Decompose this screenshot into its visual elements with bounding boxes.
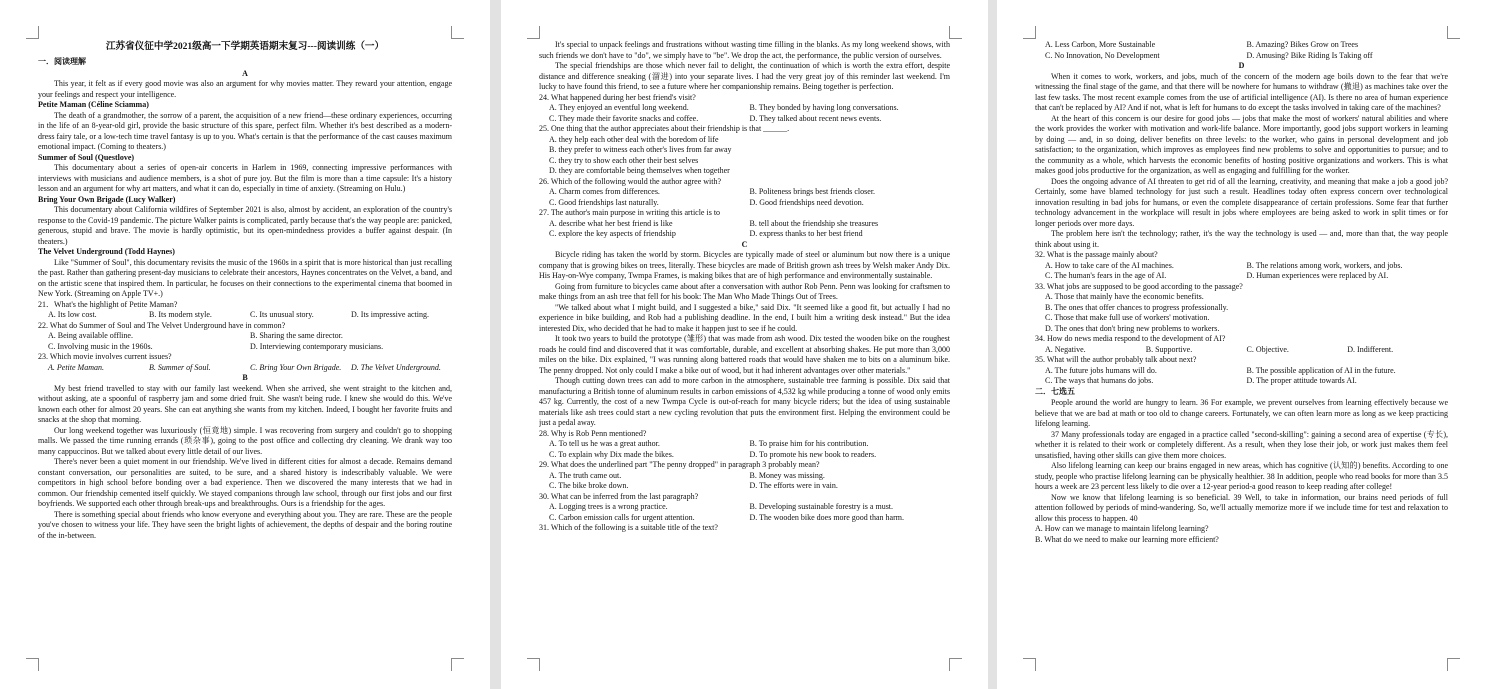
crop-mark [1447,26,1460,39]
option: A. To tell us he was a great author. [549,439,660,448]
option: B. The possible application of AI in the future. [1246,365,1396,375]
option: B. Its modern style. [149,310,212,319]
options [539,198,950,209]
option: B. Amazing? Bikes Grow on Trees [1246,40,1359,49]
option: B. tell about the friendship she treasures [749,218,879,228]
options [1035,40,1448,51]
passage-letter: C [741,239,748,249]
paragraph: 37 Many professionals today are engaged in a practice called "second-skilling": gaining a second area of expertise (专长), whether it is related to their work or completely different. As a result, when they lose their job, or work just makes them feel unsatisfied, having other skills can give them more choices. [1035,429,1448,460]
option: C. They made their favorite snacks and coffee. [549,113,699,123]
option: D. They talked about recent news events. [749,113,882,123]
paragraph: Does the ongoing advance of AI threaten to get rid of all the learning, creativity, and meaning that make a job a good job? Certainly, some have blamed technology for just such a result. Headlines today often express concern over technological innovation resulting in bad jobs for humans, or even the complete disappearance of certain professions. Some fear that further technology advancement in the workplace will result in jobs where employees are being asked to work in split times or for longer periods over more days. [1035,176,1448,228]
option: D. The proper attitude towards AI. [1246,376,1357,385]
question-33: 33. What jobs are supposed to be good according to the passage? [1035,281,1243,291]
option: A. Petite Maman. [48,362,104,372]
paragraph: This documentary about a series of open-air concerts in Harlem in 1969, connecting impressive performances with interviews with musicians and audience members, is a shot of pure joy. But the film is more than a time capsule: It's a history lesson and an argument for why art matters, and what it can do, especially in time of anxiety. (Streaming on Hulu.) [38,163,452,193]
paragraph: Now we know that lifelong learning is so beneficial. 39 Well, to take in information, our brains need periods of full attention followed by periods of mind-wandering. So, we'll actually memorize more if we include time for test and relaxation to allow this process to happen. 40 [1035,492,1448,523]
question-31: 31. Which of the following is a suitable title of the text? [539,523,718,532]
question-32: 32. What is the passage mainly about? [1035,250,1158,259]
movie-heading: Summer of Soul (Questlove) [38,152,135,162]
question-24: 24. What happened during her best friend's visit? [539,92,696,102]
option: B. Developing sustainable forestry is a must. [749,502,894,511]
option: A. Less Carbon, More Sustainable [1045,40,1156,49]
question-29: 29. What does the underlined part "The penny dropped" in paragraph 3 probably mean? [539,460,820,469]
movie-heading: Bring Your Own Brigade (Lucy Walker) [38,194,176,204]
options [539,103,950,114]
crop-mark [451,658,464,671]
option: D. The efforts were in vain. [749,481,838,490]
paragraph: Though cutting down trees can add to more carbon in the atmosphere, sustainable tree farming is possible. Dix said that manufacturing a British tonne of aluminum results in carbon emissions of 4,532 kg while producing a tonne of wood only emits 457 kg. Currently, the cost of a new Twmpa Cycle is out-of-reach for many bicycle riders; but the idea of using sustainable materials like ash trees could start a new cycling revolution that puts the environment first. Helping the environment could be just a pedal away. [539,376,950,427]
section-heading: 二．七选五 [1035,386,1075,396]
option: C. No Innovation, No Development [1045,50,1160,60]
option: C. Involving music in the 1960s. [48,341,153,351]
crop-mark [451,26,464,39]
paragraph: "We talked about what I might build, and I suggested a bike," said Dix. "It seemed like a good fit, but actually I had no experience in bike building, and Rob had a publishing deadline. In the end, I built him a writing desk instead." But the idea interested Dix, who decided that he had to make it happen just to see if he could. [539,302,950,333]
option: D. Amusing? Bike Riding Is Taking off [1246,50,1373,60]
option: D. Good friendships need devotion. [749,197,864,207]
option: D. The ones that don't bring new problems to workers. [1045,323,1220,333]
options [1035,366,1448,377]
question-27: 27. The author's main purpose in writing this article is to [539,208,721,217]
option: B. Supportive. [1145,344,1193,354]
option: A. they help each other deal with the boredom of life [549,134,719,144]
crop-mark [1447,658,1460,671]
passage-letter: A [242,68,248,78]
option: D. The wooden bike does more good than harm. [749,512,904,522]
option: D. To promote his new book to readers. [749,449,877,459]
question-26: 26. Which of the following would the author agree with? [539,176,722,186]
option: A. Logging trees is a wrong practice. [549,502,668,511]
question-35: 35. What will the author probably talk about next? [1035,355,1197,364]
paragraph: There's never been a quiet moment in our friendship. We've lived in different cities for almost a decade. Remains demand constant conversation, our personalities are suited, to be sure, and a shared history is indescribably valuable. We were competitors in high school before bonding over a bad experience. Then we discovered the many interests that we had in common. Our friendship cemented itself quickly. We stayed companions through law school, through our first jobs and our first boyfriends. We supported each other through break-ups and breakthroughs. Ours is a friendship for the ages. [38,457,452,508]
options [1035,51,1448,62]
crop-mark [26,658,39,671]
question-22: 22. What do Summer of Soul and The Velvet Underground have in common? [38,320,286,330]
option: B. they prefer to witness each other's lives from far away [549,145,732,154]
option: A. Those that mainly have the economic benefits. [1045,292,1204,301]
option: D. The Velvet Underground. [351,362,441,372]
paragraph: Also lifelong learning can keep our brains engaged in new areas, which has cognitive (认知的) benefits. According to one study, people who practise lifelong learning can be physically healthier. 38 In addition, people who read books for more than 3.5 hours a week are 23 percent less likely to die over a 12-year period-a good reason to keep reading after college! [1035,461,1448,491]
paragraph: The special friendships are those which never fail to delight, the continuation of which is worth the extra effort, despite distance and difference sneaking (溜进) into your separate lives. I had the very great joy of this reminder last weekend. I'm lucky to have found this friend, to see a future where her companionship remains. Being together is perfection. [539,61,950,91]
paragraph: Bicycle riding has taken the world by storm. Bicycles are typically made of steel or aluminum but now there is a unique company that is growing bikes on trees, literally. These bicycles are made of British grown ash trees by Welsh maker Andy Dix. His Hay-on-Wye company, Twmpa Frames, is making bikes that are of high performance and environmentally sustainable. [539,250,950,280]
page-2-content [539,40,950,659]
option: B. The relations among work, workers, and jobs. [1246,260,1403,270]
option: C. The bike broke down. [549,481,629,490]
option: D. Human experiences were replaced by AI. [1246,271,1389,280]
page-1-content [38,38,452,659]
option: C. Those that make full use of workers' motivation. [1045,313,1210,322]
option: A. Negative. [1045,344,1086,354]
options [1035,376,1448,387]
option: C. Objective. [1246,344,1289,354]
option: B. To praise him for his contribution. [749,439,869,448]
question-25: 25. One thing that the author appreciates about their friendship is that ______. [539,124,790,133]
option: A. Charm comes from differences. [549,187,660,196]
page-3-content [1035,40,1448,659]
paragraph: This documentary about California wildfires of September 2021 is also, almost by accident, an exploration of the country's response to the Covid-19 pandemic. The picture Walker paints is complicated, partly because that's the way people are: panicked, generous, stupid and brave. The movie is hardly optimistic, but its open-mindedness provides a buffer against despair. (In theaters.) [38,205,452,246]
movie-heading: The Velvet Underground (Todd Haynes) [38,247,175,256]
options [539,502,950,513]
passage-letter: B [242,373,248,382]
options [1035,271,1448,282]
paragraph: It took two years to build the prototype (雏形) that was made from ash wood. Dix tested the wooden bike on the roughest roads he could find and discovered that it was comfortable, durable, and excellent at absorbing shakes. He put more than 3,000 miles on the bike. Dix explained, "I was running along battered roads that would have shaken me to bits on a aluminum bike. The penny dropped. Not only could I make a bike out of wood, but it had inherent advantages over other materials." [539,334,950,375]
option: D. Its impressive acting. [351,310,429,319]
movie-heading: Petite Maman (Céline Sciamma) [38,100,149,109]
choice-option: B. What do we need to make our learning more efficient? [1035,534,1219,544]
section-heading: 一．阅读理解 [38,57,86,66]
options [539,513,950,524]
page-3 [997,0,1486,689]
paragraph: It's special to unpack feelings and frustrations without wasting time filling in the blanks. As my long weekend shows, with such friends we don't have to "do", we simply have to "be". We drop the act, the performance, the public version of ourselves. [539,40,950,60]
option: A. The truth came out. [549,470,622,480]
option: C. The ways that humans do jobs. [1045,376,1154,385]
option: C. Its unusual story. [250,310,314,319]
option: C. Bring Your Own Brigade. [250,362,342,372]
option: C. Good friendships last naturally. [549,197,659,207]
options [38,310,452,321]
options [1035,261,1448,272]
question-28: 28. Why is Rob Penn mentioned? [539,428,647,438]
option: B. Money was missing. [749,470,825,480]
option: B. Summer of Soul. [149,362,211,372]
option: D. Interviewing contemporary musicians. [250,341,384,351]
option: C. explore the key aspects of friendship [549,229,676,238]
crop-mark [949,26,962,39]
paragraph: The problem here isn't the technology; rather, it's the way the technology is used — and, more than that, the way people think about using it. [1035,229,1448,249]
paragraph: This year, it felt as if every good movie was also an argument for why movies matter. They reward your attention, engage your feelings and respect your intelligence. [38,79,452,99]
choice-option: A. How can we manage to maintain lifelong learning? [1035,524,1209,533]
option: C. Carbon emission calls for urgent attention. [549,512,695,522]
option: B. Politeness brings best friends closer. [749,187,876,196]
option: A. Its low cost. [48,310,97,319]
paragraph: My best friend travelled to stay with our family last weekend. When she arrived, she went straight to the kitchen and, without asking, ate a spoonful of raspberry jam and some dried fruit. She wasn't being rude. I knew she would do this. We've known each other for almost 20 years. She can eat anything she wants from my kitchen. Indeed, I bought her favorite fruits and snacks at the shop that morning. [38,383,452,424]
option: B. Sharing the same director. [250,331,343,340]
option: A. describe what her best friend is like [549,218,673,228]
options [539,471,950,482]
option: A. The future jobs humans will do. [1045,365,1157,375]
options [539,439,950,450]
option: C. To explain why Dix made the bikes. [549,449,674,459]
option: A. How to take care of the AI machines. [1045,260,1174,270]
options [539,481,950,492]
paragraph: Our long weekend together was luxuriously (恒竟地) simple. I was recovering from surgery and couldn't go to shopping malls. We passed the time running errands (琐杂事), going to the post office and collecting dry cleaning. We drank way too many cappuccinos. But we talked about every little detail of our lives. [38,425,452,456]
question-23: 23. Which movie involves current issues? [38,352,172,361]
crop-mark [1023,658,1036,671]
option: D. express thanks to her best friend [749,229,863,238]
options [38,331,452,342]
question-34: 34. How do news media respond to the development of AI? [1035,334,1226,343]
crop-mark [949,658,962,671]
paragraph: At the heart of this concern is our desire for good jobs — jobs that make the most of workers' natural abilities and where the work provides the worker with motivation and work-life balance. More importantly, good jobs support workers in learning by doing — and, in so doing, deliver benefits on three levels: to the worker, who gains in personal development and job satisfaction; to the organization, which improves as employees find new problems to solve and opportunities to pursue; and to the community as a whole, which harvests the economic benefits of hosting positive organizations and workers. This is what makes good jobs productive for the organization, as well as engaging and fulfilling for the worker. [1035,113,1448,175]
option: B. The ones that offer chances to progress professionally. [1045,302,1229,312]
option: A. They enjoyed an eventful long weekend. [549,103,689,112]
option: D. Indifferent. [1347,344,1394,354]
passage-letter: D [1238,61,1245,70]
crop-mark [1023,26,1036,39]
question-30: 30. What can be inferred from the last paragraph? [539,491,699,501]
option: C. The human's fears in the age of AI. [1045,271,1167,280]
options [539,229,950,240]
crop-mark [527,26,540,39]
paragraph: The death of a grandmother, the sorrow of a parent, the acquisition of a new friend—these ordinary experiences, occurring in the life of an 8-year-old girl, provide the basic structure of this spare, perfect film. Whether it's best described as a modern-dress fairy tale, or a low-tech time travel fantasy is up to you. What's certain is that the performance of the cast causes maximum emotional impact. (Coming to theaters.) [38,110,452,151]
options [38,363,452,374]
options [539,114,950,125]
options [539,219,950,230]
options [539,187,950,198]
options [38,342,452,353]
option: D. they are comfortable being themselves when together [549,166,730,175]
paragraph: People around the world are hungry to learn. 36 For example, we prevent ourselves from learning effectively because we believe that we are bad at math or too old to change careers. Fortunately, we can often learn more as long as we keep practicing lifelong learning. [1035,398,1448,428]
crop-mark [527,658,540,671]
options [539,450,950,461]
paragraph: When it comes to work, workers, and jobs, much of the concern of the modern age boils down to the fear that we're witnessing the final stage of the game, and that there will be nowhere for humans to withdraw (撤退) as machines take over the last few tasks. The most recent example comes from the use of artificial intelligence (AI). Is there no area of human experience that can't be replaced by AI? And if not, what is left for humans to do except the tasks involved in taking care of the machines? [1035,71,1448,112]
options [1035,345,1448,356]
paragraph: There is something special about friends who know everyone and everything about you. They are rare. These are the people you've chosen to witness your life. They have seen the bright lights of achievement, the depths of despair and the boring routine of the in-between. [38,509,452,540]
page-2 [501,0,988,689]
question-21: 21．What's the highlight of Petite Maman? [38,299,178,309]
paragraph: Like "Summer of Soul", this documentary revisits the music of the 1960s in a spirit that is more historical than just recalling the past. Rather than gathering present-day musicians to celebrate their ancestors, Haynes concentrates on the Velvet, a band, and on the artistic scene that inspired them. In particular, he focuses on their connections to the experimental cinema that boomed in New York. (Streaming on Apple TV+.) [38,257,452,298]
paragraph: Going from furniture to bicycles came about after a conversation with author Rob Penn. Penn was looking for craftsmen to make things from an ash tree that fell for his book: The Man Who Made Things Out of Trees. [539,281,950,301]
document-title: 江苏省仪征中学2021级高一下学期英语期末复习---阅读训练（一） [105,41,385,52]
option: B. They bonded by having long conversations. [749,103,899,112]
option: C. they try to show each other their best selves [549,155,699,165]
page-1 [0,0,490,689]
option: A. Being available offline. [48,331,133,340]
